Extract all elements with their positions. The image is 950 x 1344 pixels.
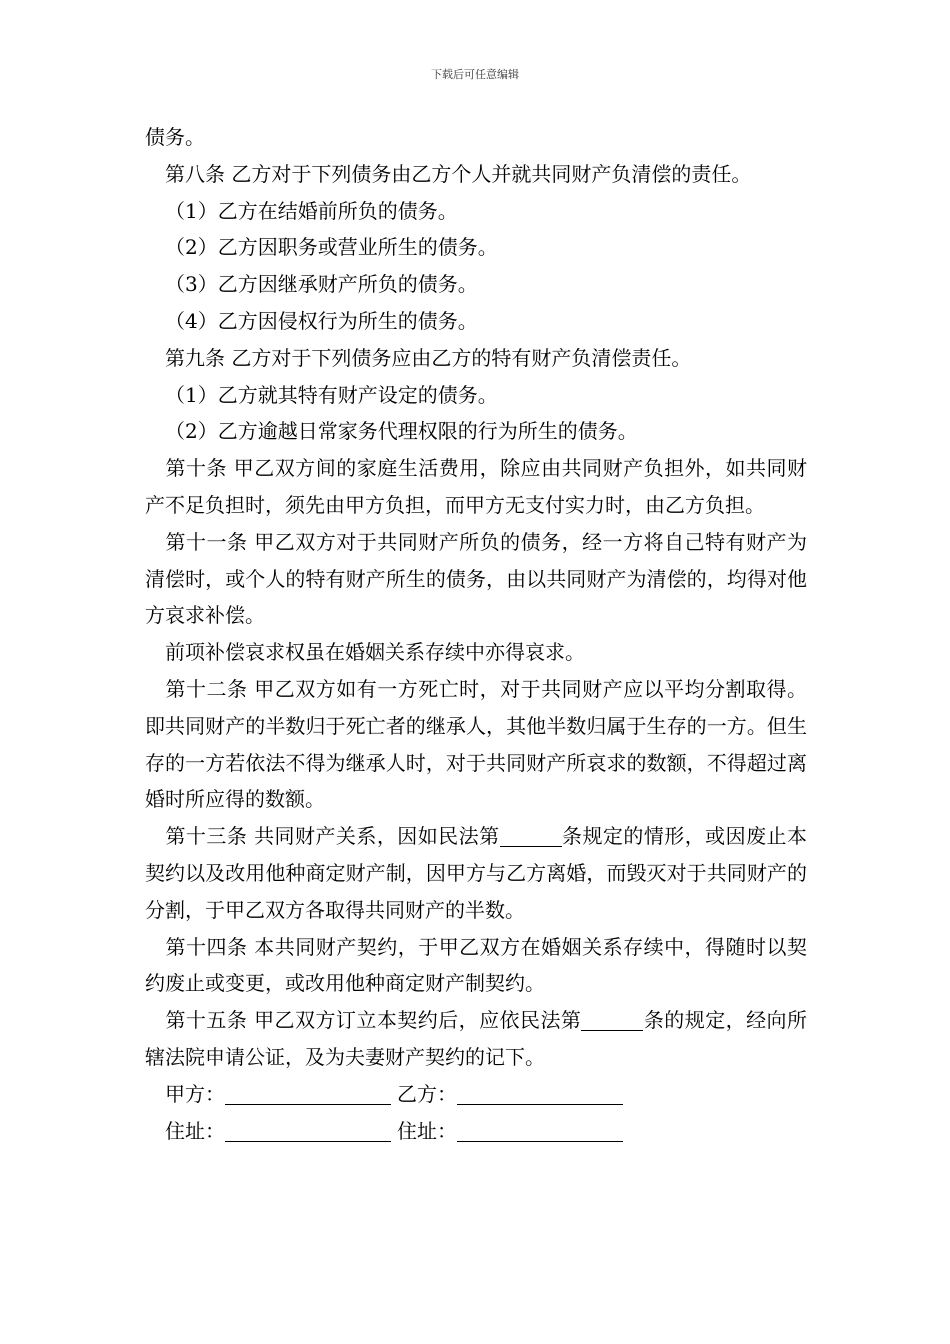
fill-blank[interactable] xyxy=(581,1009,643,1031)
address-a-line[interactable] xyxy=(225,1120,391,1142)
address-row xyxy=(145,1113,807,1150)
list-item: （4）乙方因侵权行为所生的债务。 xyxy=(165,308,478,333)
article-12: 第十二条 甲乙双方如有一方死亡时，对于共同财产应以平均分割取得。即共同财产的半数归于死亡者的继承人，其他半数归属于生存的一方。但生存的一方若依法不得为继承人时，对于共同财产所哀求的数额，不得超过离婚时所应得的数额。 xyxy=(145,676,807,812)
article-14: 第十四条 本共同财产契约，于甲乙双方在婚姻关系存续中，得随时以契约废止或变更，或改用他种商定财产制契约。 xyxy=(145,934,807,996)
fill-blank[interactable] xyxy=(500,825,562,847)
party-a-label: 甲方： xyxy=(165,1081,225,1106)
paragraph: 债务。 xyxy=(145,125,205,149)
article-11: 第十一条 甲乙双方对于共同财产所负的债务，经一方将自己特有财产为清偿时，或个人的特有财产所生的债务，由以共同财产为清偿的，均得对他方哀求补偿。 xyxy=(145,529,807,628)
address-a-label: 住址： xyxy=(165,1118,225,1143)
article-8: 第八条 乙方对于下列债务由乙方个人并就共同财产负清偿的责任。 xyxy=(165,161,752,186)
signature-row xyxy=(145,1076,807,1113)
list-item: （1）乙方就其特有财产设定的债务。 xyxy=(165,382,498,407)
party-b-signature-line[interactable] xyxy=(457,1083,623,1105)
article-15: 第十五条 甲乙双方订立本契约后，应依民法第 条的规定，经向所辖法院申请公证，及为夫妻财产契约的记下。 xyxy=(145,1008,807,1069)
address-b-label: 住址： xyxy=(397,1118,457,1143)
page-header: 下载后可任意编辑 xyxy=(431,68,519,81)
list-item: （3）乙方因继承财产所负的债务。 xyxy=(165,272,478,297)
party-b-label: 乙方： xyxy=(397,1081,457,1106)
article-13: 第十三条 共同财产关系，因如民法第 条规定的情形，或因废止本契约以及改用他种商定财产制，因甲方与乙方离婚，而毁灭对于共同财产的分割，于甲乙双方各取得共同财产的半数。 xyxy=(145,824,807,922)
article-10: 第十条 甲乙双方间的家庭生活费用，除应由共同财产负担外，如共同财产不足负担时，须先由甲方负担，而甲方无支付实力时，由乙方负担。 xyxy=(145,456,807,517)
paragraph: 前项补偿哀求权虽在婚姻关系存续中亦得哀求。 xyxy=(165,640,585,665)
document-body xyxy=(145,119,807,1149)
list-item: （2）乙方因职务或营业所生的债务。 xyxy=(165,235,498,260)
party-a-signature-line[interactable] xyxy=(225,1083,391,1105)
list-item: （2）乙方逾越日常家务代理权限的行为所生的债务。 xyxy=(165,419,638,444)
list-item: （1）乙方在结婚前所负的债务。 xyxy=(165,198,458,223)
address-b-line[interactable] xyxy=(457,1120,623,1142)
article-9: 第九条 乙方对于下列债务应由乙方的特有财产负清偿责任。 xyxy=(165,345,692,370)
